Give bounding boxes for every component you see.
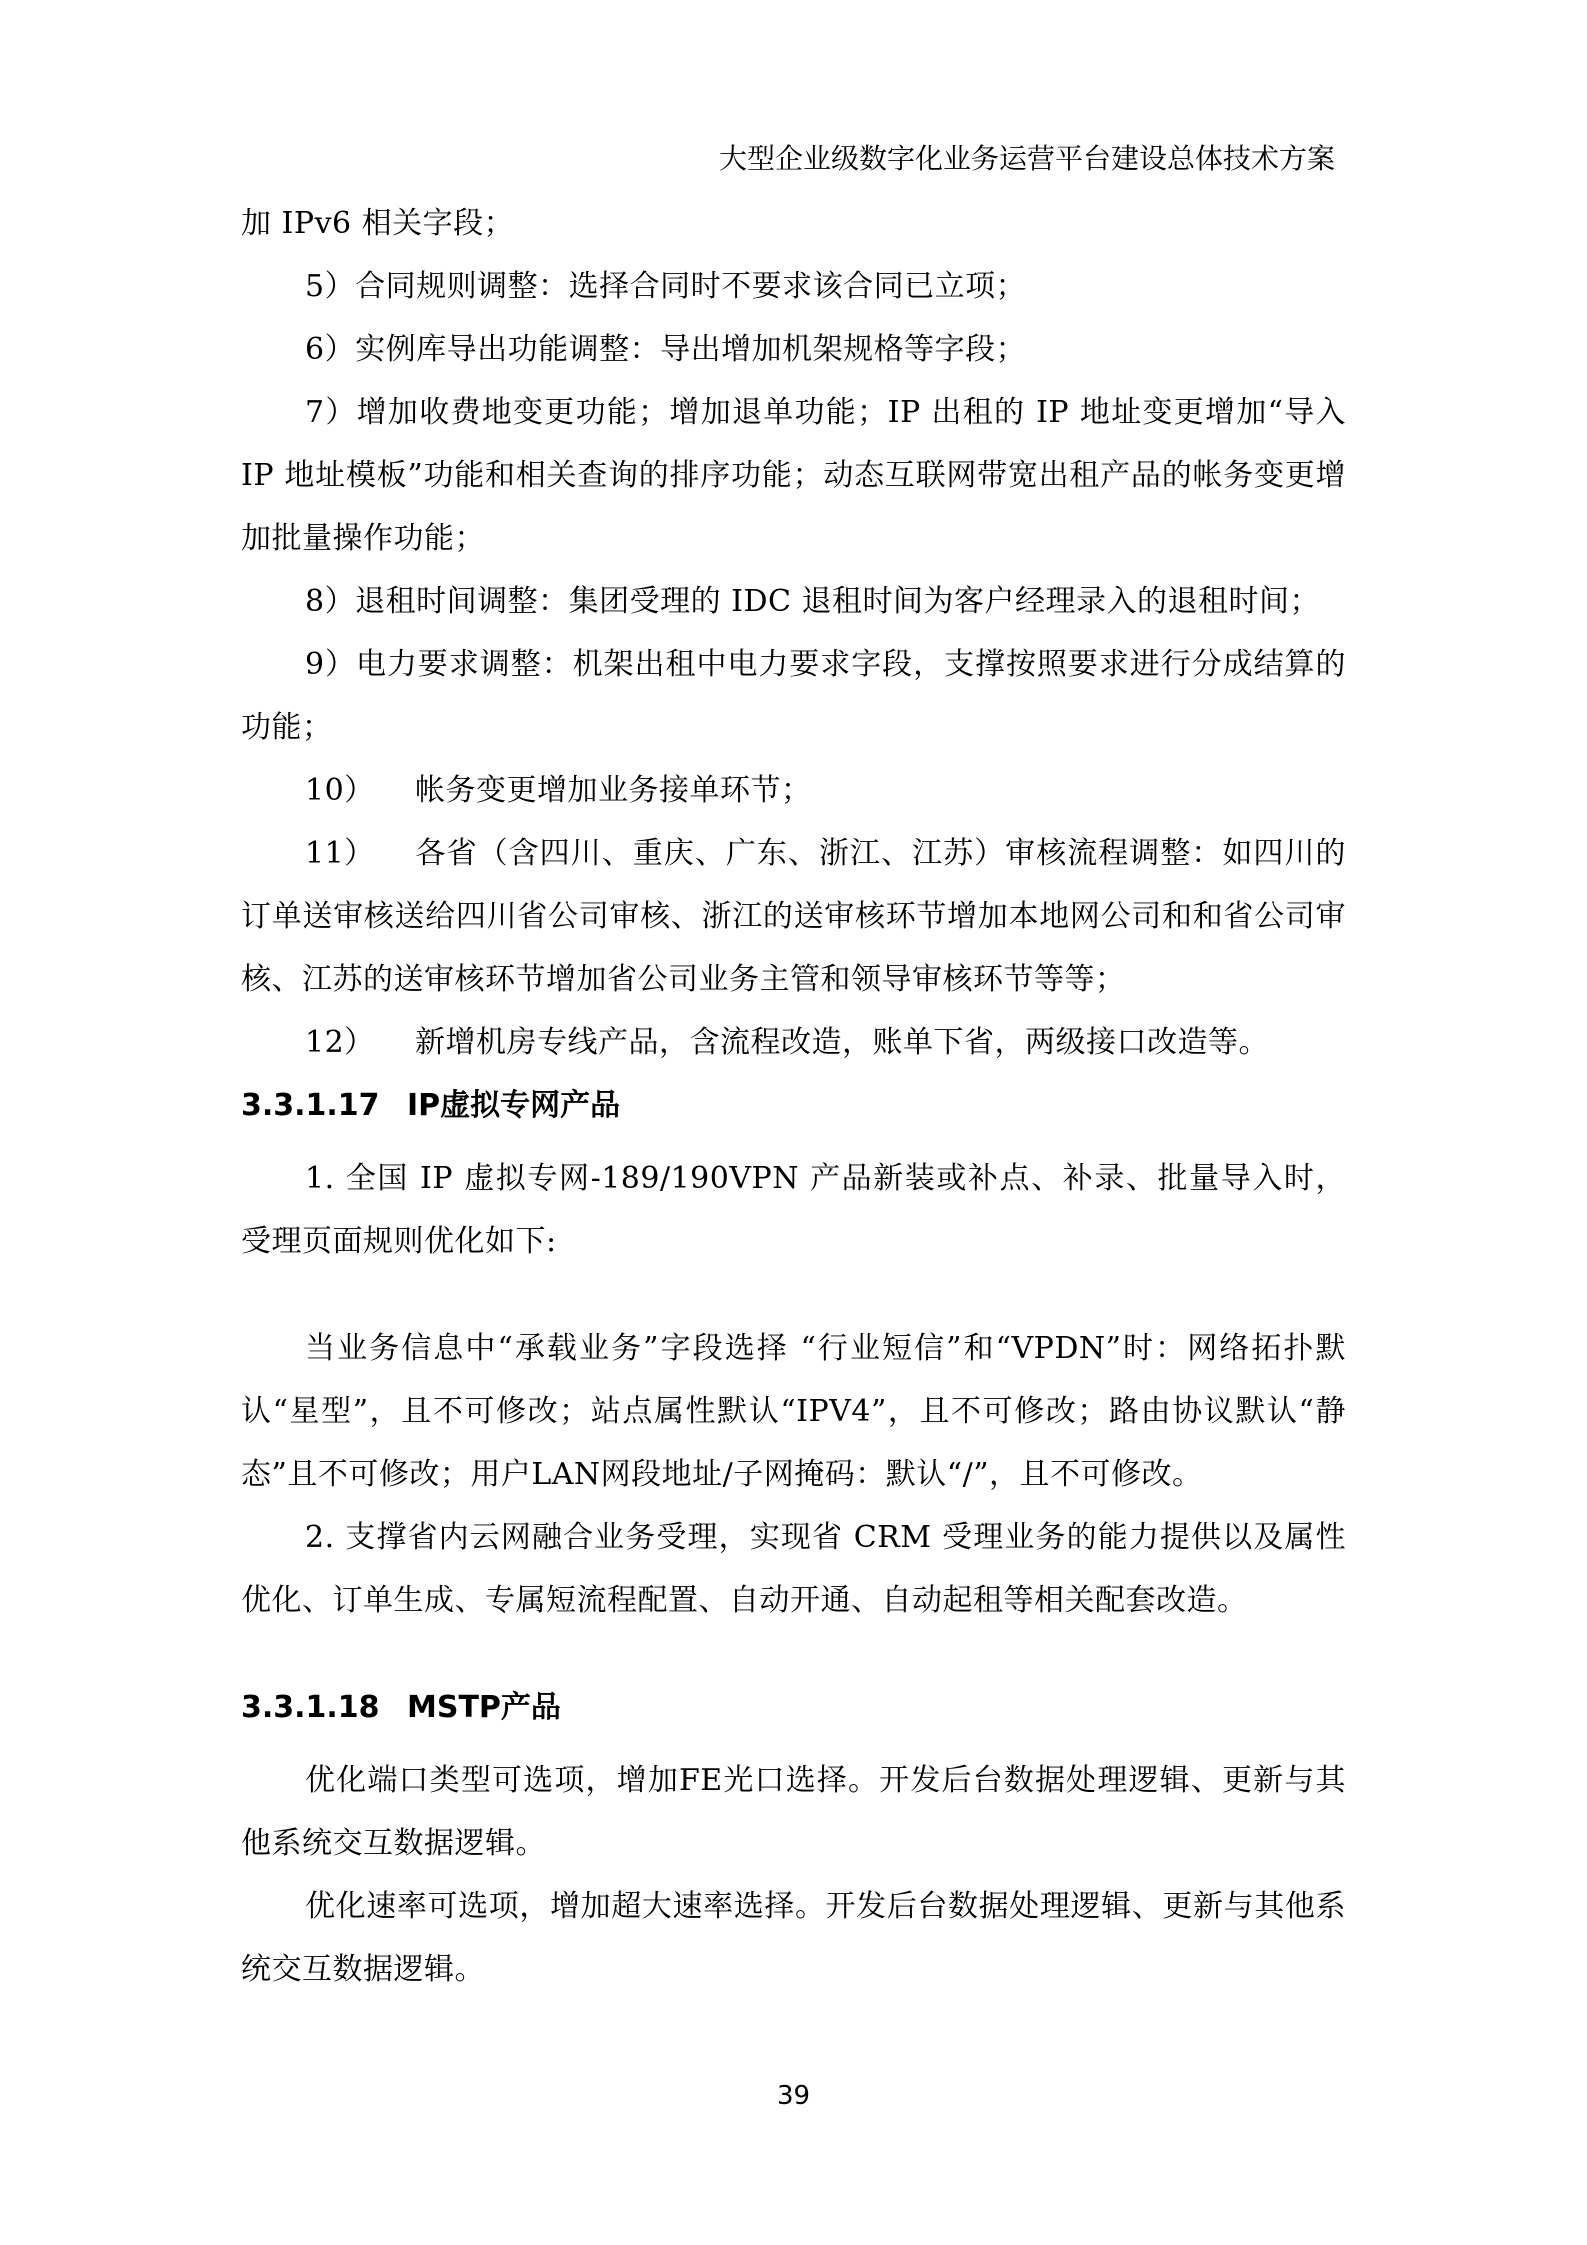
section-heading-ip-vpn [241, 1074, 1346, 1137]
section-title: IP虚拟专网产品 [407, 1088, 621, 1123]
list-text: 新增机房专线产品，含流程改造，账单下省，两级接口改造等。 [415, 1025, 1269, 1060]
list-item-8: 8）退租时间调整：集团受理的 IDC 退租时间为客户经理录入的退租时间； [305, 584, 1321, 619]
list-number: 12） [305, 1025, 375, 1060]
mstp-paragraph-2: 优化速率可选项，增加超大速率选择。开发后台数据处理逻辑、更新与其他系统交互数据逻辑。 [241, 1889, 1346, 1987]
body-content [241, 192, 1346, 2001]
ip-vpn-paragraph-3: 2. 支撑省内云网融合业务受理，实现省 CRM 受理业务的能力提供以及属性优化、订单生成、专属短流程配置、自动开通、自动起租等相关配套改造。 [241, 1520, 1346, 1618]
list-text: 帐务变更增加业务接单环节； [415, 773, 812, 808]
list-text: 各省（含四川、重庆、广东、浙江、江苏）审核流程调整：如四川的订单送审核送给四川省公司审核、浙江的送审核环节增加本地网公司和和省公司审核、江苏的送审核环节增加省公司业务主管和领导审核环节等等； [241, 836, 1346, 997]
ip-vpn-paragraph-1: 1. 全国 IP 虚拟专网-189/190VPN 产品新装或补点、补录、批量导入时，受理页面规则优化如下: [241, 1161, 1346, 1259]
page-number: 39 [776, 2081, 811, 2111]
paragraph-continuation: 加 IPv6 相关字段； [241, 206, 515, 241]
section-title: MSTP产品 [407, 1690, 561, 1725]
ip-vpn-paragraph-2: 当业务信息中“承载业务”字段选择 “行业短信”和“VPDN”时：网络拓扑默认“星型”，且不可修改；站点属性默认“IPV4”，且不可修改；路由协议默认“静态”且不可修改；用户LAN网段地址/子网掩码：默认“/”，且不可修改。 [241, 1331, 1346, 1492]
section-number: 3.3.1.17 [241, 1088, 380, 1123]
list-item-11 [241, 822, 1346, 1011]
list-item-7: 7）增加收费地变更功能；增加退单功能；IP 出租的 IP 地址变更增加“导入 IP 地址模板”功能和相关查询的排序功能；动态互联网带宽出租产品的帐务变更增加批量操作功能； [241, 395, 1346, 556]
section-heading-mstp [241, 1676, 1346, 1739]
list-number: 11） [305, 836, 375, 871]
list-item-6: 6）实例库导出功能调整：导出增加机架规格等字段； [305, 332, 1027, 367]
list-item-9: 9）电力要求调整：机架出租中电力要求字段，支撑按照要求进行分成结算的功能； [241, 647, 1346, 745]
list-item-12 [241, 1011, 1346, 1074]
list-number: 10） [305, 773, 375, 808]
list-item-10 [241, 759, 1346, 822]
section-number: 3.3.1.18 [241, 1690, 380, 1725]
mstp-paragraph-1: 优化端口类型可选项，增加FE光口选择。开发后台数据处理逻辑、更新与其他系统交互数据逻辑。 [241, 1763, 1346, 1861]
running-header: 大型企业级数字化业务运营平台建设总体技术方案 [718, 142, 1335, 175]
list-item-5: 5）合同规则调整：选择合同时不要求该合同已立项； [305, 269, 1027, 304]
